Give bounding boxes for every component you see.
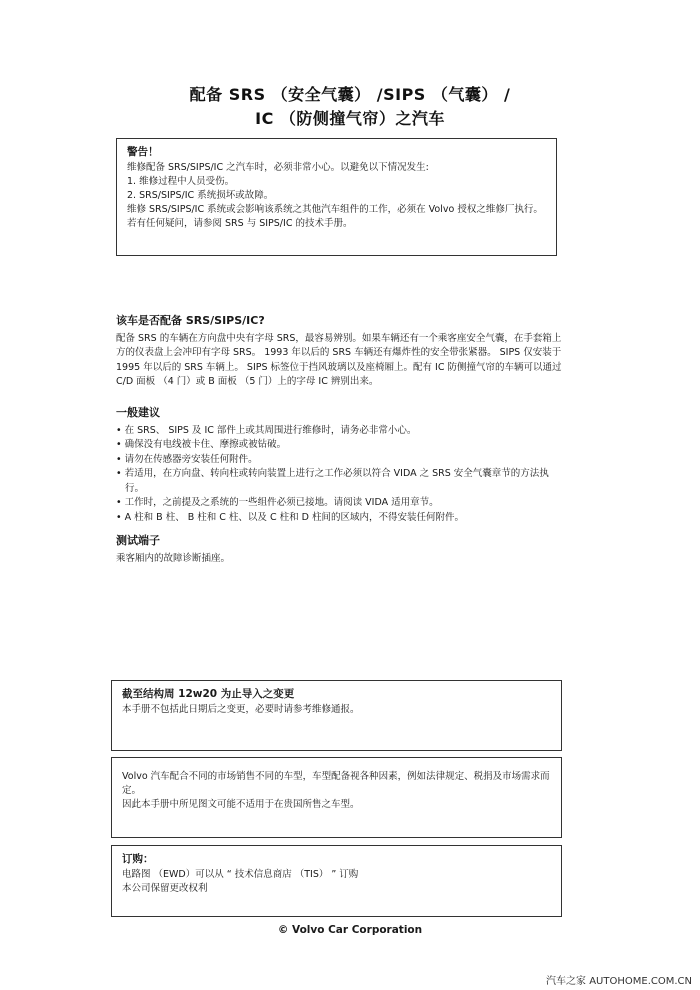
srs-section-heading: 该车是否配备 SRS/SIPS/IC? (116, 314, 265, 327)
order-box (111, 845, 562, 917)
watermark-site: AUTOHOME.COM.CN (589, 976, 692, 987)
warning-box (116, 138, 557, 256)
document-title-line1: 配备 SRS （安全气囊） /SIPS （气囊） / (189, 85, 511, 104)
order-heading: 订购： (122, 853, 154, 865)
market-line: 因此本手册中所见图文可能不适用于在贵国所售之车型。 (122, 799, 360, 810)
test-terminal-section (116, 534, 566, 566)
advice-item: • 若适用，在方向盘、转向柱或转向装置上进行之工作必须以符合 VIDA 之 SRS 安全气囊章节的方法执行。 (116, 468, 549, 494)
advice-item: • 请勿在传感器旁安装任何附件。 (116, 453, 258, 465)
advice-section-heading: 一般建议 (116, 406, 160, 419)
order-line: 电路图 （EWD）可以从 “ 技术信息商店 （TIS） ” 订购 (122, 869, 359, 880)
advice-item: • 确保没有电线被卡住、摩擦或被钻破。 (116, 439, 287, 450)
market-notice-box (111, 757, 562, 838)
srs-section-body: 配备 SRS 的车辆在方向盘中央有字母 SRS，最容易辨别。如果车辆还有一个乘客座安全气囊，在手套箱上方的仪表盘上会冲印有字母 SRS。 1993 年以后的 SRS 车辆还有爆炸性的安全带张紧器。 SIPS 仅安装于 1995 年以后的 SRS 车辆上。 SIPS 标签位于挡风玻璃以及座椅厢上。配有 IC 防侧撞气帘的车辆可以通过 C/D 面板 （4 门）或 B 面板 （5 门）上的字母 IC 辨别出来。 (116, 332, 562, 387)
advice-list (116, 424, 566, 526)
general-advice-section (116, 406, 566, 525)
revision-body: 本手册不包括此日期后之变更，必要时请参考维修通报。 (122, 704, 360, 715)
order-line: 本公司保留更改权利 (122, 883, 208, 894)
warning-line: 2. SRS/SIPS/IC 系统损坏或故障。 (127, 190, 274, 201)
watermark-brand: 汽车之家 (546, 976, 587, 987)
site-watermark (546, 972, 692, 987)
market-line: Volvo 汽车配合不同的市场销售不同的车型，车型配备视各种因素，例如法律规定、税捐及市场需求而定。 (122, 771, 550, 796)
warning-line: 维修配备 SRS/SIPS/IC 之汽车时，必须非常小心。以避免以下情况发生: (127, 162, 429, 173)
terminal-section-heading: 测试端子 (116, 534, 160, 547)
srs-identification-section (116, 314, 566, 390)
advice-item: • A 柱和 B 柱、 B 柱和 C 柱、以及 C 柱和 D 柱间的区域内，不得安装任何附件。 (116, 511, 464, 523)
revision-heading: 截至结构周 12w20 为止导入之变更 (122, 688, 295, 700)
warning-line: 1. 维修过程中人员受伤。 (127, 176, 235, 187)
document-title-line2: IC （防侧撞气帘）之汽车 (255, 109, 445, 128)
advice-item: • 工作时，之前提及之系统的一些组件必须已接地。请阅读 VIDA 适用章节。 (116, 497, 439, 508)
warning-line: 维修 SRS/SIPS/IC 系统或会影响该系统之其他汽车组件的工作，必须在 Volvo 授权之维修厂执行。 (127, 204, 543, 215)
advice-item: • 在 SRS、 SIPS 及 IC 部件上或其周围进行维修时，请务必非常小心。 (116, 424, 417, 436)
revision-box (111, 680, 562, 751)
terminal-section-body: 乘客厢内的故障诊断插座。 (116, 552, 231, 564)
warning-heading: 警告！ (127, 146, 159, 158)
warning-line: 若有任何疑问，请参阅 SRS 与 SIPS/IC 的技术手册。 (127, 218, 353, 229)
copyright-footer: © Volvo Car Corporation (277, 924, 423, 936)
